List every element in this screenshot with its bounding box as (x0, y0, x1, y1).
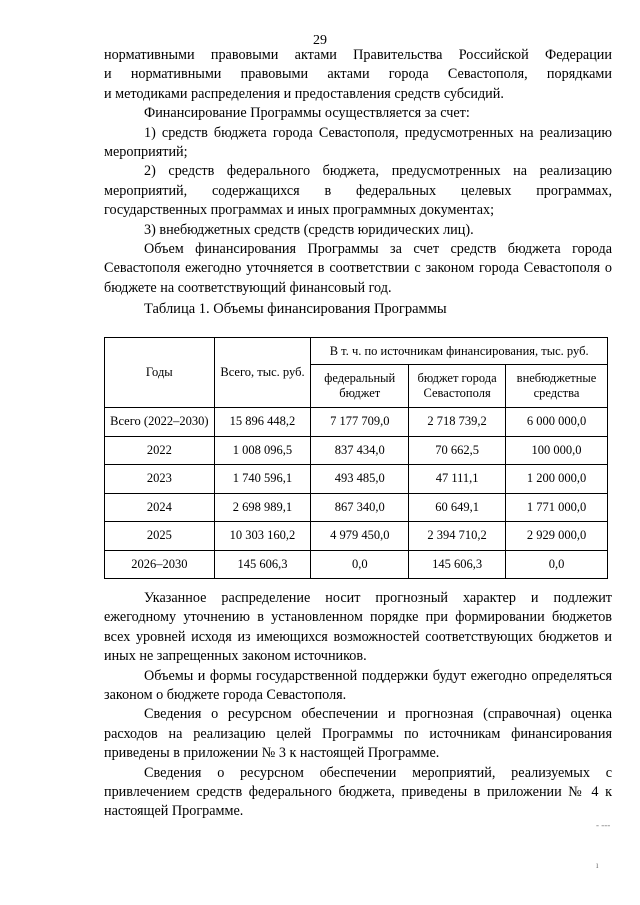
cell-federal: 7 177 709,0 (311, 408, 409, 437)
table-body (105, 408, 608, 579)
cell-year: 2023 (105, 465, 215, 494)
header-years: Годы (105, 338, 215, 408)
cell-total: 1 008 096,5 (214, 436, 311, 465)
header-city: бюджет города Севастополя (409, 365, 506, 408)
header-sources-group: В т. ч. по источникам финансирования, тыс. руб. (311, 338, 608, 365)
cell-extra: 1 200 000,0 (506, 465, 608, 494)
table-row (105, 550, 608, 579)
cell-year: 2025 (105, 522, 215, 551)
cell-city: 2 394 710,2 (409, 522, 506, 551)
header-total: Всего, тыс. руб. (214, 338, 311, 408)
table-row (105, 493, 608, 522)
header-extra: внебюджетные средства (506, 365, 608, 408)
cell-year: Всего (2022–2030) (105, 408, 215, 437)
scan-mark: ‐ ‐‐‐ (596, 820, 611, 830)
header-federal: федеральный бюджет (311, 365, 409, 408)
cell-city: 145 606,3 (409, 550, 506, 579)
funding-table (104, 337, 608, 579)
cell-extra: 6 000 000,0 (506, 408, 608, 437)
paragraph: Сведения о ресурсном обеспечении мероприятий, реализуемых с привлечением средств федерального бюджета, приведены в приложении № 4 к настоящей Программе. (104, 764, 612, 820)
cell-city: 60 649,1 (409, 493, 506, 522)
paragraph: и нормативными правовыми актами города Севастополя, порядками (104, 66, 612, 83)
paragraph: 1) средств бюджета города Севастополя, предусмотренных на реализацию мероприятий; (104, 124, 612, 161)
paragraph: Объемы и формы государственной поддержки будут ежегодно определяться законом о бюджете города Севастополя. (104, 667, 612, 704)
cell-extra: 2 929 000,0 (506, 522, 608, 551)
paragraph: Сведения о ресурсном обеспечении и прогнозная (справочная) оценка расходов на реализацию целей Программы по источникам финансирования приведены в приложении № 3 к настоящей Программе. (104, 706, 612, 762)
paragraph: нормативными правовыми актами Правительства Российской Федерации (104, 47, 612, 63)
cell-total: 10 303 160,2 (214, 522, 311, 551)
paragraph: Объем финансирования Программы за счет средств бюджета города Севастополя ежегодно уточняется в соответствии с законом города Севастополя о бюджете на соответствующий финансовый год. (104, 241, 612, 296)
cell-year: 2022 (105, 436, 215, 465)
cell-year: 2024 (105, 493, 215, 522)
text-block-bottom (104, 589, 612, 822)
cell-federal: 493 485,0 (311, 465, 409, 494)
cell-city: 47 111,1 (409, 465, 506, 494)
paragraph: Указанное распределение носит прогнозный характер и подлежит ежегодному уточнению в установленном порядке при формировании бюджетов всех уровней исходя из имеющихся возможностей соответствующих бюджетов и иных не запрещенных законом источников. (104, 590, 612, 665)
cell-extra: 0,0 (506, 550, 608, 579)
cell-year: 2026–2030 (105, 550, 215, 579)
paragraph: Финансирование Программы осуществляется за счет: (144, 105, 470, 122)
cell-total: 15 896 448,2 (214, 408, 311, 437)
cell-federal: 4 979 450,0 (311, 522, 409, 551)
cell-city: 70 662,5 (409, 436, 506, 465)
table-row (105, 465, 608, 494)
paragraph: и методиками распределения и предоставления средств субсидий. (104, 85, 504, 102)
table-row (105, 522, 608, 551)
page-number: 29 (313, 33, 327, 48)
cell-total: 145 606,3 (214, 550, 311, 579)
cell-total: 2 698 989,1 (214, 493, 311, 522)
cell-extra: 1 771 000,0 (506, 493, 608, 522)
cell-federal: 0,0 (311, 550, 409, 579)
cell-city: 2 718 739,2 (409, 408, 506, 437)
cell-federal: 837 434,0 (311, 436, 409, 465)
text-block-top (104, 46, 612, 298)
cell-total: 1 740 596,1 (214, 465, 311, 494)
cell-extra: 100 000,0 (506, 436, 608, 465)
paragraph: 3) внебюджетных средств (средств юридических лиц). (144, 221, 474, 238)
table-row (105, 436, 608, 465)
table-row (105, 408, 608, 437)
paragraph: 2) средств федерального бюджета, предусмотренных на реализацию мероприятий, содержащихся в федеральных целевых программах, государственных программах и иных программных документах; (104, 163, 612, 219)
cell-federal: 867 340,0 (311, 493, 409, 522)
scan-mark: ı (596, 860, 599, 870)
table-caption: Таблица 1. Объемы финансирования Программы (144, 301, 447, 317)
